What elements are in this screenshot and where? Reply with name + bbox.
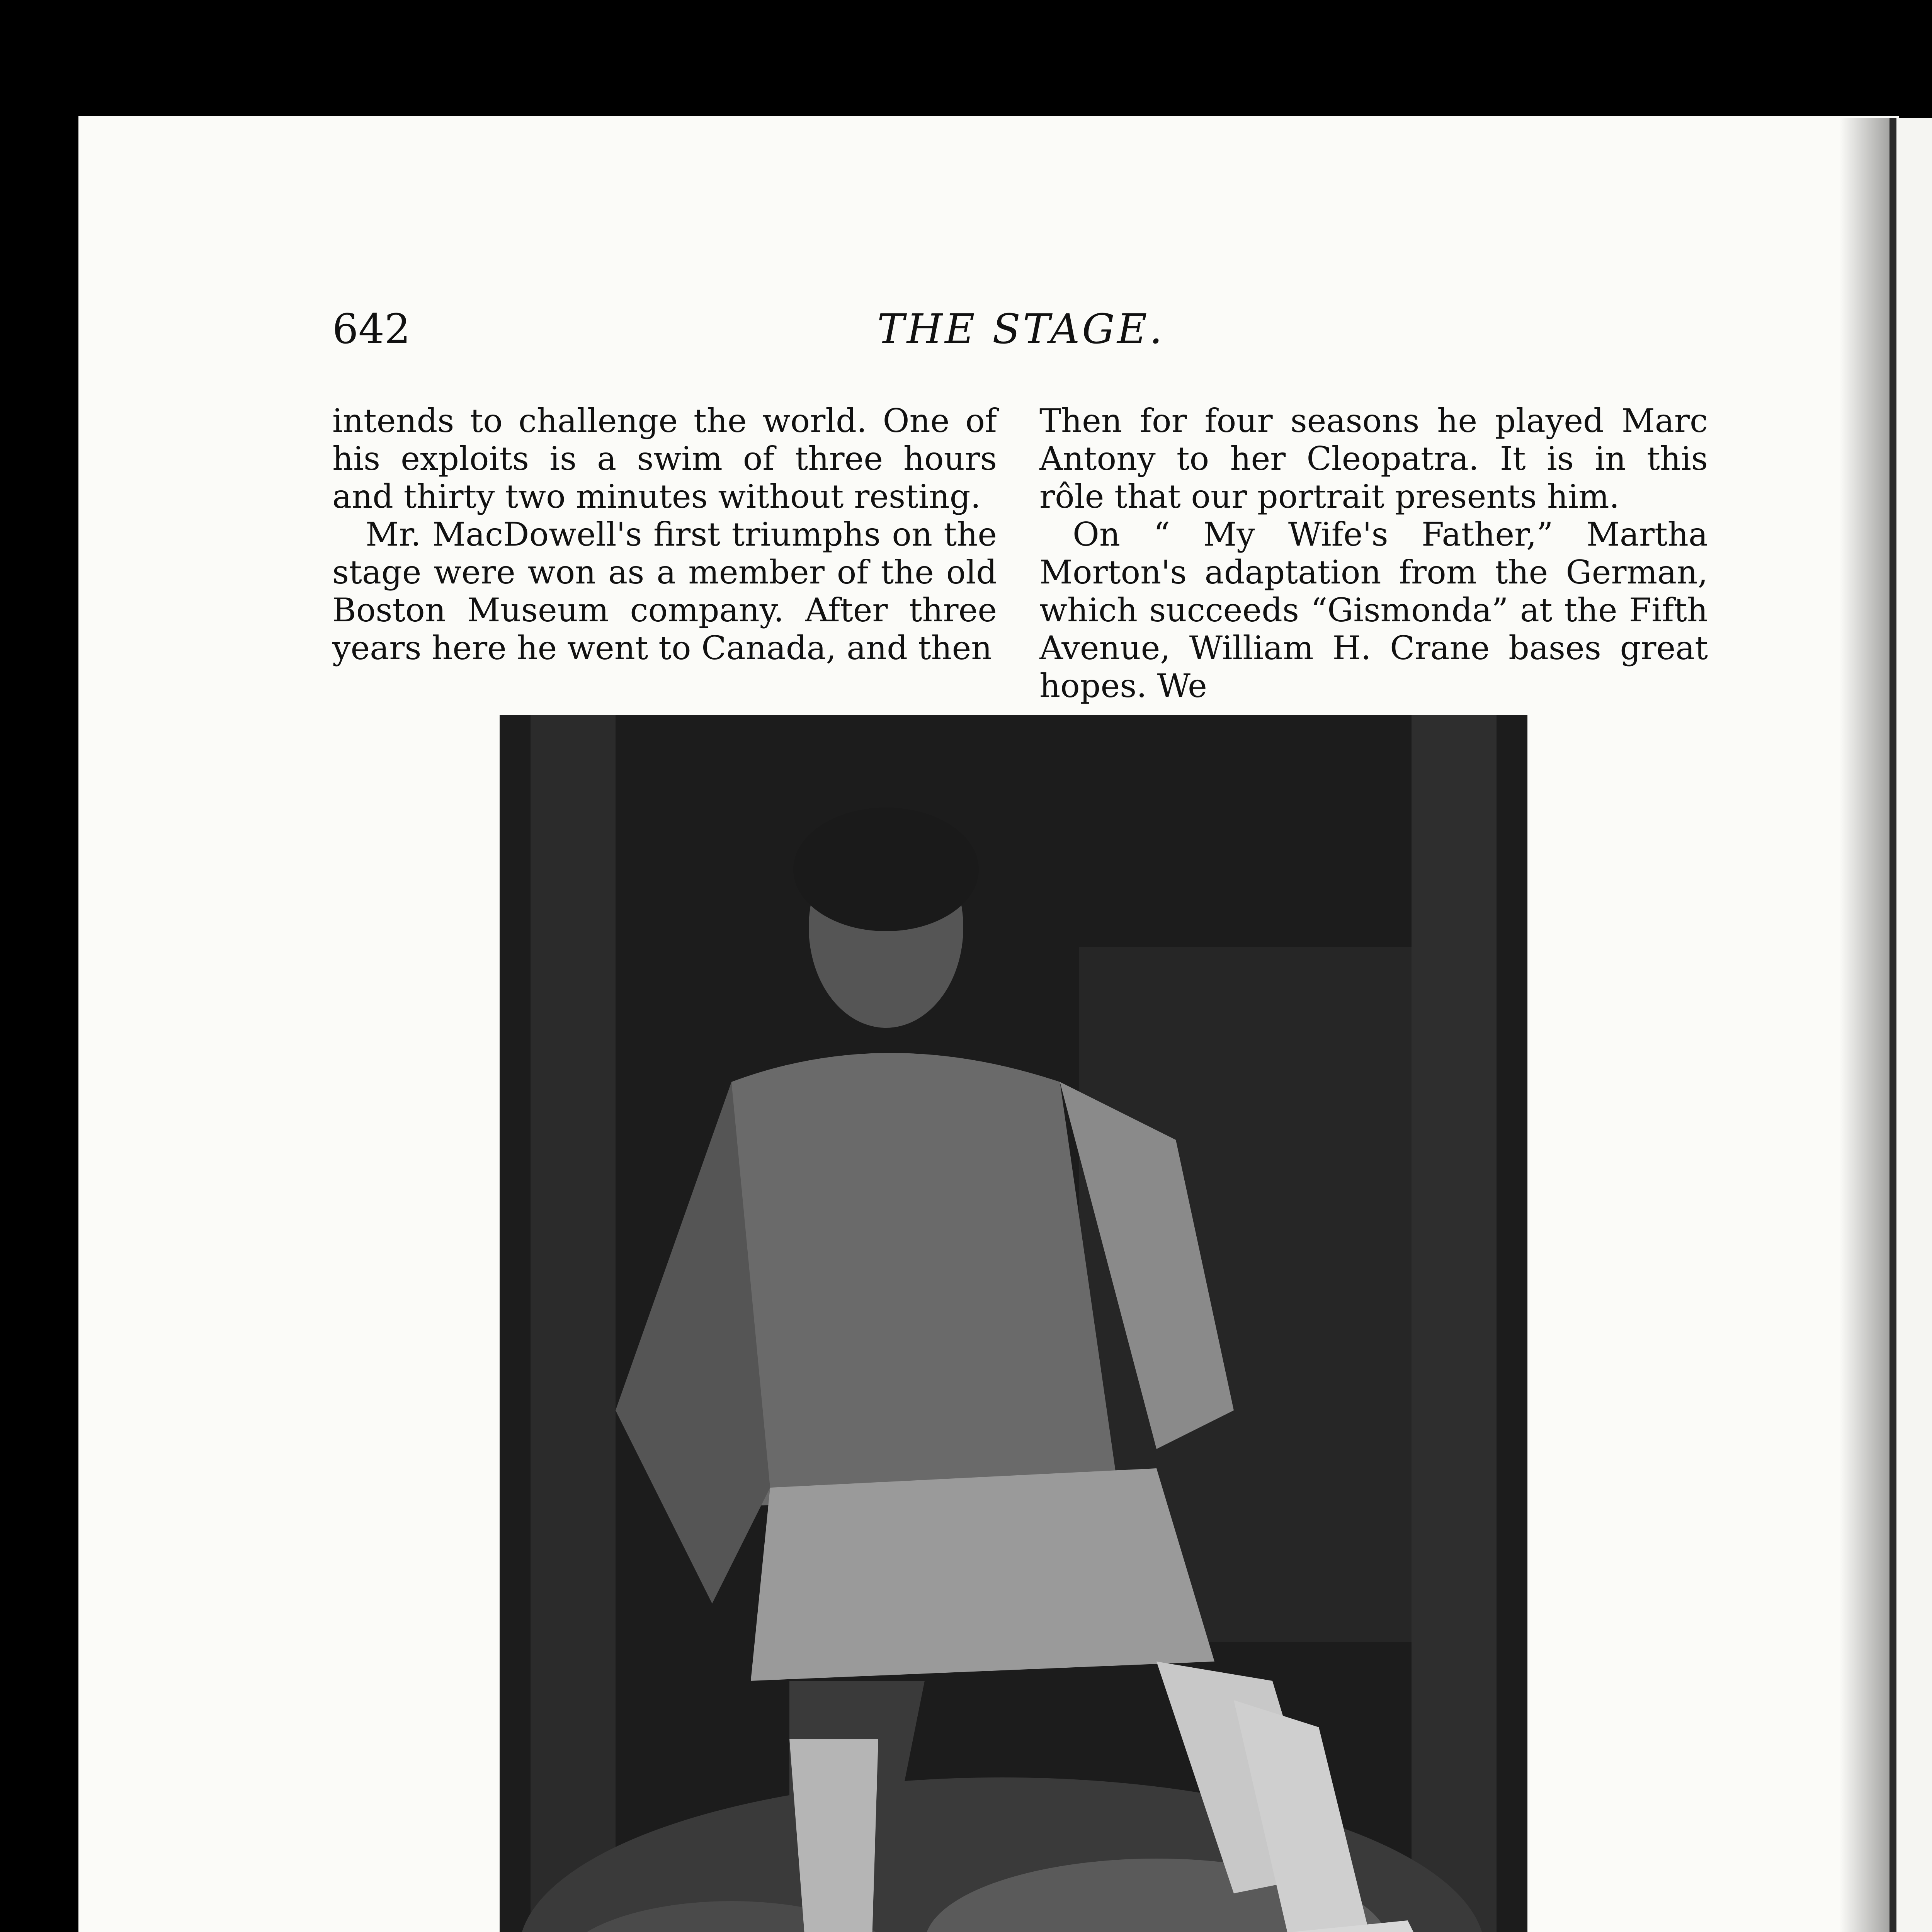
top-left-column (332, 402, 997, 667)
portrait-photograph (500, 715, 1527, 1932)
top-right-column (1039, 402, 1708, 705)
paragraph: Mr. MacDowell's first triumphs on the stage were won as a member of the old Boston Museum company. After three years here he went to Canada, and then (332, 515, 997, 667)
running-head: THE STAGE. (877, 305, 1165, 353)
gutter-shadow (1839, 118, 1889, 1932)
paragraph: On “ My Wife's Father,” Martha Morton's adaptation from the German, which succeeds “Gismonda” at the Fifth Avenue, William H. Crane bases great hopes. We (1039, 515, 1708, 705)
adjacent-page-edge (1889, 118, 1932, 1932)
paragraph: Then for four seasons he played Marc Antony to her Cleopatra. It is in this rôle that our portrait presents him. (1039, 402, 1708, 515)
page-number: 642 (332, 305, 411, 353)
portrait-illustration (500, 715, 1527, 1932)
paragraph: intends to challenge the world. One of his exploits is a swim of three hours and thirty two minutes without resting. (332, 402, 997, 515)
